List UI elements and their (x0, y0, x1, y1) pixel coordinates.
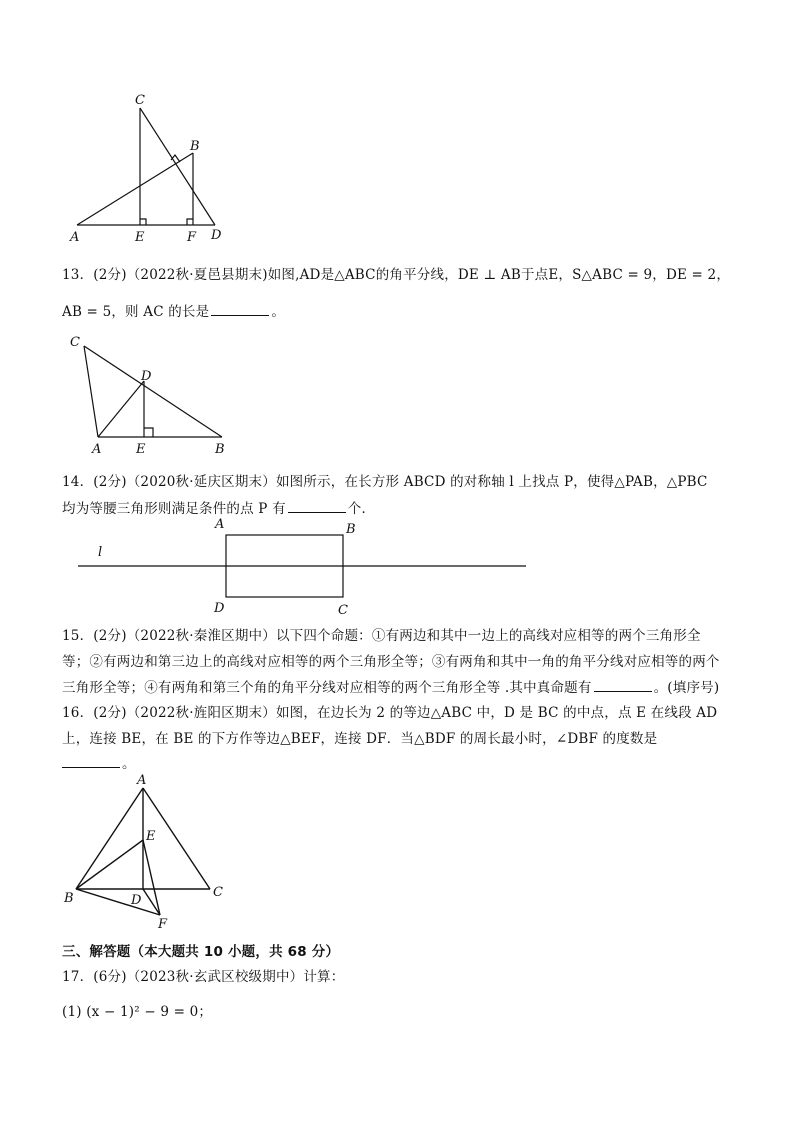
fig16-segment-ef (143, 840, 160, 915)
fig16-label-d: D (131, 893, 142, 908)
fig13-label-d: D (141, 369, 152, 384)
fig12-label-c: C (135, 93, 145, 108)
q16-line1: 16．(2分)（2022秋·旌阳区期末）如图，在边长为 2 的等边△ABC 中，D 是 BC 的中点，点 E 在线段 AD (62, 705, 718, 721)
fig13-label-a: A (92, 442, 102, 457)
fig12-label-f: F (187, 230, 197, 245)
fig16-segment-ab (76, 788, 143, 889)
fig14-label-a: A (215, 517, 225, 532)
fig16-segment-be (76, 840, 143, 889)
q15-line3-end: 。(填序号) (653, 680, 720, 696)
fig14-label-l: l (98, 545, 103, 560)
fig12-label-e: E (135, 230, 145, 245)
q13-line2-text: AB = 5，则 AC 的长是 (62, 304, 210, 320)
fig14-label-b: B (346, 522, 356, 537)
fig16-label-a: A (137, 773, 147, 788)
q16-line3-end: 。 (122, 756, 136, 772)
q16-line2: 上，连接 BE，在 BE 的下方作等边△BEF，连接 DF．当△BDF 的周长最小时，∠DBF 的度数是 (62, 731, 658, 747)
fig16-label-f: F (158, 917, 168, 932)
fig13-label-b: B (215, 442, 225, 457)
fig14-label-d: D (214, 601, 225, 616)
q14-line2-end: 个． (347, 501, 376, 517)
section3-title: 三、解答题（本大题共 10 小题，共 68 分） (62, 944, 340, 960)
q14-line2-text: 均为等腰三角形则满足条件的点 P 有 (62, 501, 286, 517)
fig16-label-b: B (64, 891, 74, 906)
fig16-segment-bf (76, 889, 160, 915)
fig12-label-d: D (211, 228, 222, 243)
q15-line3-text: 三角形全等；④有两角和第三个角的角平分线对应相等的两个三角形全等 .其中真命题有 (62, 680, 592, 696)
fig14-label-c: C (338, 603, 348, 618)
q15-line2: 等；②有两边和第三边上的高线对应相等的两个三角形全等；③有两角和其中一角的角平分线对应相等的两个 (62, 654, 720, 670)
fig13-label-c: C (70, 335, 80, 350)
fig12-label-a: A (70, 230, 80, 245)
q13-line1: 13．(2分)（2022秋·夏邑县期末)如图,AD是△ABC的角平分线，DE ⊥ AB于点E，S△ABC = 9，DE = 2， (62, 267, 731, 283)
fig12-label-b: B (190, 139, 200, 154)
q15-line1: 15．(2分)（2022秋·秦淮区期中）以下四个命题：①有两边和其中一边上的高线对应相等的两个三角形全 (62, 628, 701, 644)
q17-sub1: (1) (x − 1)² − 9 = 0； (62, 1004, 213, 1020)
fig13-label-e: E (136, 442, 146, 457)
fig16-label-c: C (213, 885, 223, 900)
fig16-label-e: E (146, 829, 156, 844)
q14-line1: 14．(2分)（2020秋·延庆区期末）如图所示，在长方形 ABCD 的对称轴 l 上找点 P，使得△PAB，△PBC (62, 474, 708, 490)
q17-line1: 17．(6分)（2023秋·玄武区校级期中）计算： (62, 969, 345, 985)
q13-line2-end: 。 (271, 304, 286, 320)
